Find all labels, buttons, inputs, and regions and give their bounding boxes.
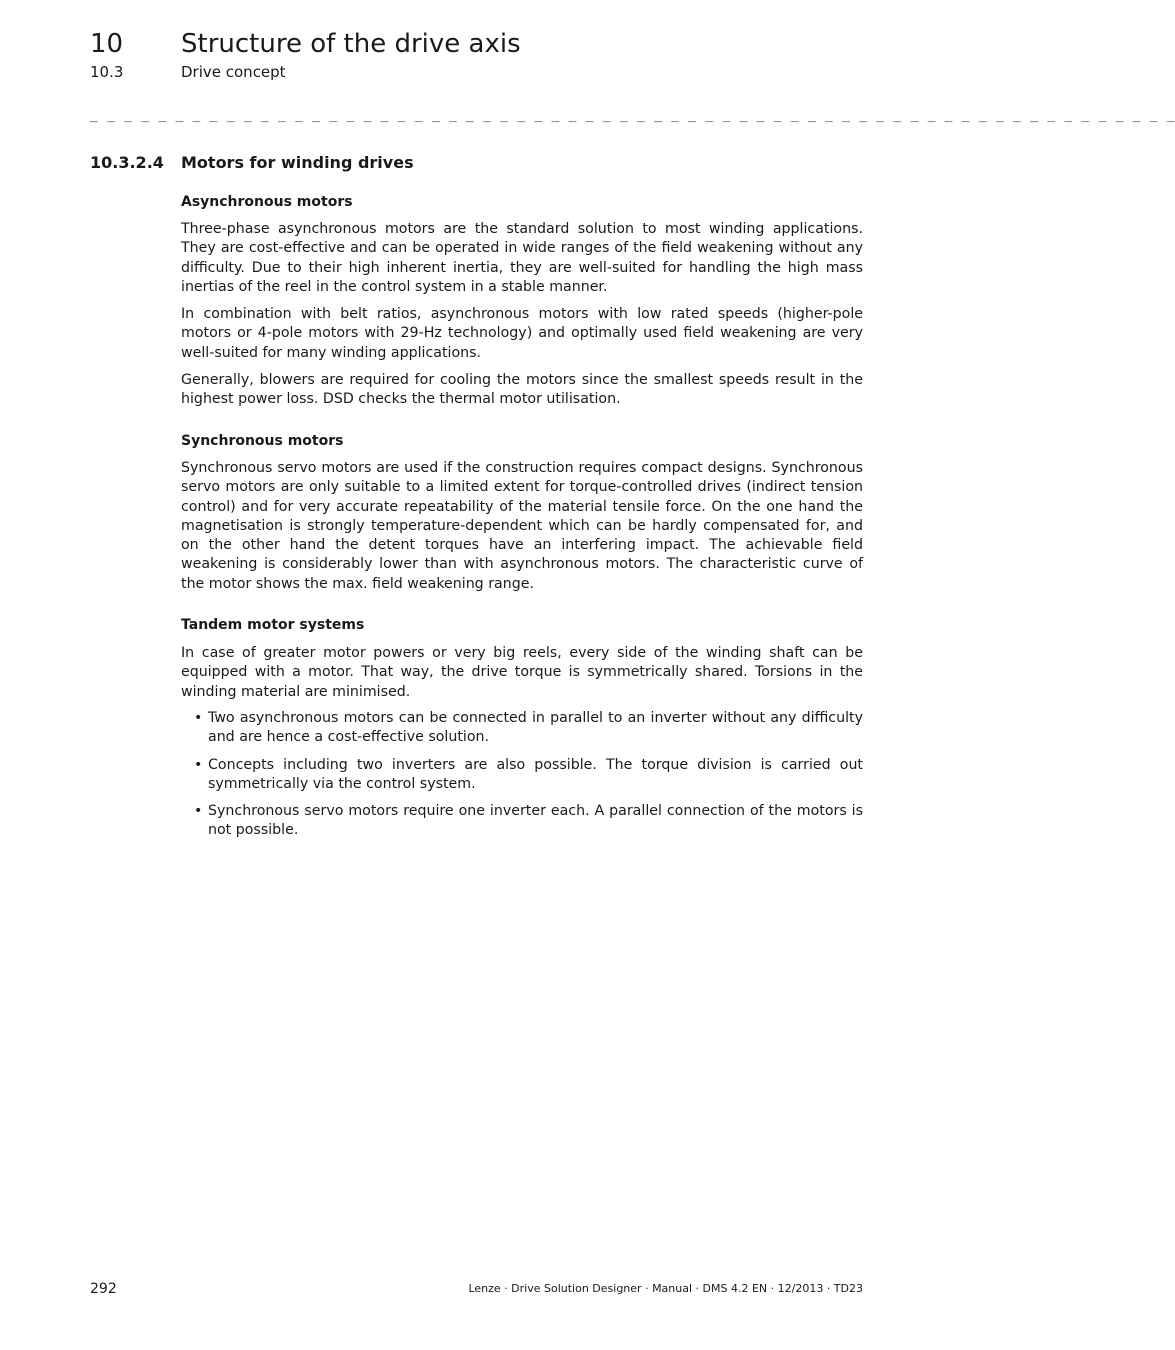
footer-info: Lenze · Drive Solution Designer · Manual · DMS 4.2 EN · 12/2013 · TD23 xyxy=(468,1282,863,1295)
paragraph-async-1: Three-phase asynchronous motors are the standard solution to most winding applications. They are cost-effective and can be operated in wide ranges of the field weakening without any difficulty. Due to their high inherent inertia, they are well-suited for handling the high mass inertias of the reel in the control system in a stable manner. xyxy=(181,221,863,295)
bullet-icon: • xyxy=(194,710,203,726)
chapter-number: 10 xyxy=(90,29,124,59)
chapter-title: Structure of the drive axis xyxy=(181,29,521,59)
heading-title: Motors for winding drives xyxy=(181,153,414,172)
subheading-synchronous-motors: Synchronous motors xyxy=(181,433,344,449)
subheading-asynchronous-motors: Asynchronous motors xyxy=(181,194,353,210)
paragraph-async-3: Generally, blowers are required for cooling the motors since the smallest speeds result in the highest power loss. DSD checks the thermal motor utilisation. xyxy=(181,372,863,408)
bullet-list xyxy=(181,709,863,849)
header-rule: _ _ _ _ _ _ _ _ _ _ _ _ _ _ _ _ _ _ _ _ _ _ _ _ _ _ _ _ _ _ _ _ _ _ _ _ _ _ _ _ _ _ _ _ _ _ _ _ _ _ _ _ _ _ _ _ _ _ _ _ _ _ _ _ xyxy=(90,108,1175,123)
list-item xyxy=(181,756,863,795)
list-item-text: Two asynchronous motors can be connected in parallel to an inverter without any difficulty and are hence a cost-effective solution. xyxy=(208,710,863,746)
bullet-icon: • xyxy=(194,756,203,773)
subheading-tandem-motor-systems: Tandem motor systems xyxy=(181,617,365,633)
page-number: 292 xyxy=(90,1281,117,1297)
section-number: 10.3 xyxy=(90,63,124,81)
paragraph-async-2: In combination with belt ratios, asynchronous motors with low rated speeds (higher-pole motors or 4-pole motors with 29-Hz technology) and optimally used field weakening are very well-suited for many winding applications. xyxy=(181,306,863,361)
list-item xyxy=(181,802,863,841)
paragraph-tandem-1: In case of greater motor powers or very big reels, every side of the winding shaft can be equipped with a motor. That way, the drive torque is symmetrically shared. Torsions in the winding material are minimised. xyxy=(181,645,863,700)
list-item xyxy=(181,709,863,748)
heading-number: 10.3.2.4 xyxy=(90,153,164,172)
paragraph-sync-1: Synchronous servo motors are used if the construction requires compact designs. Synchronous servo motors are only suitable to a limited extent for torque-controlled drives (indirect tension control) and for very accurate repeatability of the material tensile force. On the one hand the magnetisation is strongly temperature-dependent which can be hardly compensated for, and on the other hand the detent torques have an interfering impact. The achievable field weakening is considerably lower than with asynchronous motors. The characteristic curve of the motor shows the max. field weakening range. xyxy=(181,460,863,592)
section-title: Drive concept xyxy=(181,63,286,81)
list-item-text: Concepts including two inverters are also possible. The torque division is carried out symmetrically via the control system. xyxy=(208,756,863,792)
list-item-text: Synchronous servo motors require one inverter each. A parallel connection of the motors is not possible. xyxy=(208,803,863,839)
bullet-icon: • xyxy=(194,803,203,820)
